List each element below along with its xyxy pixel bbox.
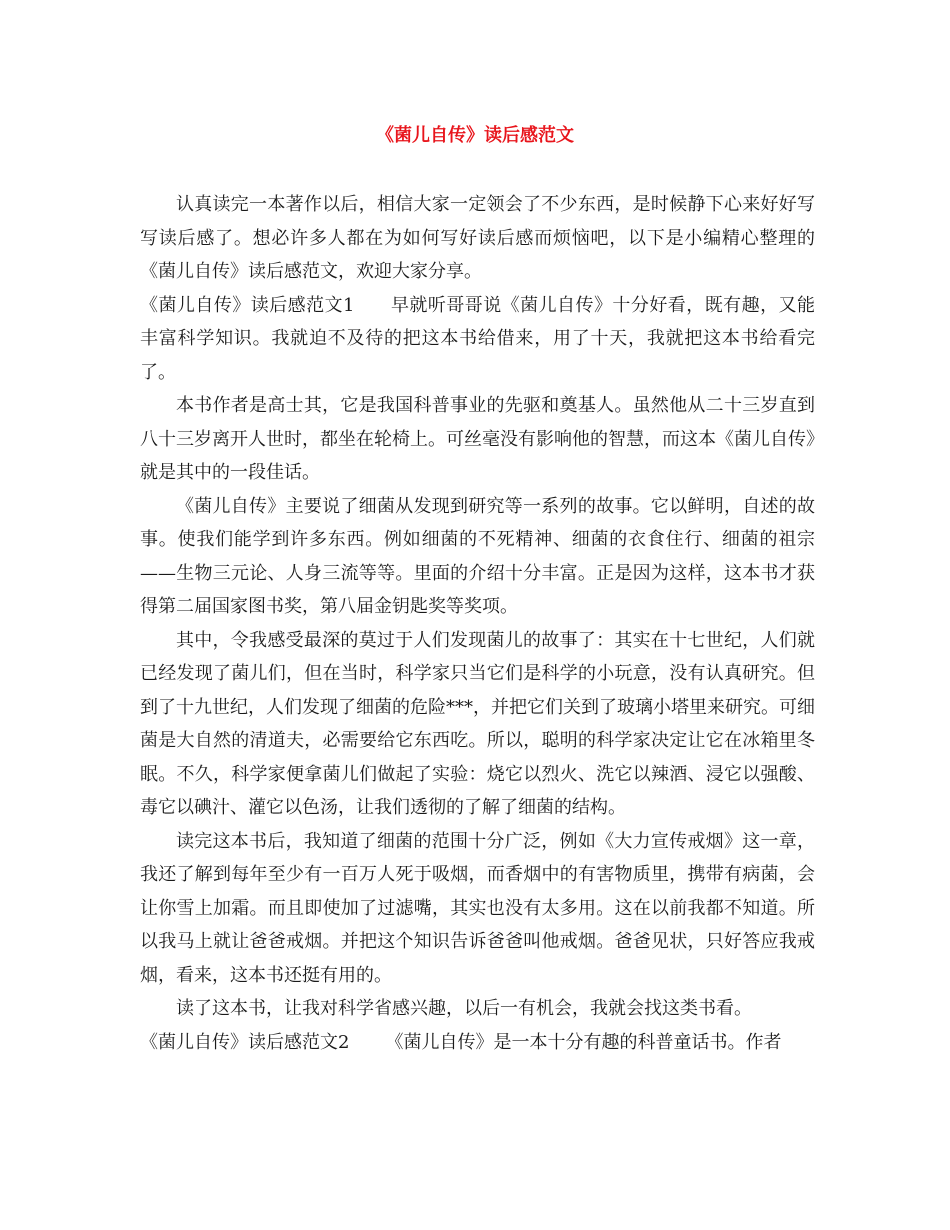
document-title: 《菌儿自传》读后感范文 — [376, 125, 574, 146]
paragraph-text: 认真读完一本著作以后，相信大家一定领会了不少东西，是时候静下心来好好写写读后感了。想必许多人都在为如何写好读后感而烦恼吧，以下是小编精心整理的《菌儿自传》读后感范文，欢迎大家分享。 — [140, 194, 815, 282]
paragraph — [140, 490, 815, 624]
section-heading: 《菌儿自传》读后感范文1 — [140, 294, 355, 316]
paragraph — [140, 624, 815, 825]
paragraph-text: 《菌儿自传》主要说了细菌从发现到研究等一系列的故事。它以鲜明，自述的故事。使我们能学到许多东西。例如细菌的不死精神、细菌的衣食住行、细菌的祖宗——生物三元论、人身三流等等。里面的介绍十分丰富。正是因为这样，这本书才获得第二届国家图书奖，第八届金钥匙奖等奖项。 — [140, 495, 815, 617]
paragraph-text: 《菌儿自传》是一本十分有趣的科普童话书。作者 — [385, 1031, 782, 1053]
paragraph — [140, 1026, 815, 1060]
paragraph-text: 其中，令我感受最深的莫过于人们发现菌儿的故事了：其实在十七世纪，人们就已经发现了菌儿们，但在当时，科学家只当它们是科学的小玩意，没有认真研究。但到了十九世纪，人们发现了细菌的危险***，并把它们关到了玻璃小塔里来研究。可细菌是大自然的清道夫，必需要给它东西吃。所以，聪明的科学家决定让它在冰箱里冬眠。不久，科学家便拿菌儿们做起了实验：烧它以烈火、洗它以辣酒、浸它以强酸、毒它以碘汁、灌它以色汤，让我们透彻的了解了细菌的结构。 — [140, 629, 815, 818]
paragraph — [140, 188, 815, 289]
paragraph-text: 读了这本书，让我对科学省感兴趣，以后一有机会，我就会找这类书看。 — [176, 998, 752, 1019]
document-body — [140, 188, 815, 1059]
paragraph — [140, 992, 815, 1026]
paragraph-text: 早就听哥哥说《菌儿自传》十分好看，既有趣，又能丰富科学知识。我就迫不及待的把这本书给借来，用了十天，我就把这本书给看完了。 — [140, 294, 815, 383]
paragraph — [140, 289, 815, 390]
paragraph-text: 读完这本书后，我知道了细菌的范围十分广泛，例如《大力宣传戒烟》这一章，我还了解到每年至少有一百万人死于吸烟，而香烟中的有害物质里，携带有病菌，会让你雪上加霜。而且即使加了过滤嘴，其实也没有太多用。这在以前我都不知道。所以我马上就让爸爸戒烟。并把这个知识告诉爸爸叫他戒烟。爸爸见状，只好答应我戒烟，看来，这本书还挺有用的。 — [140, 830, 815, 986]
paragraph — [140, 825, 815, 993]
paragraph-text: 本书作者是高士其，它是我国科普事业的先驱和奠基人。虽然他从二十三岁直到八十三岁离开人世时，都坐在轮椅上。可丝毫没有影响他的智慧，而这本《菌儿自传》就是其中的一段佳话。 — [140, 395, 815, 483]
paragraph — [140, 389, 815, 490]
section-heading: 《菌儿自传》读后感范文2 — [140, 1031, 350, 1053]
